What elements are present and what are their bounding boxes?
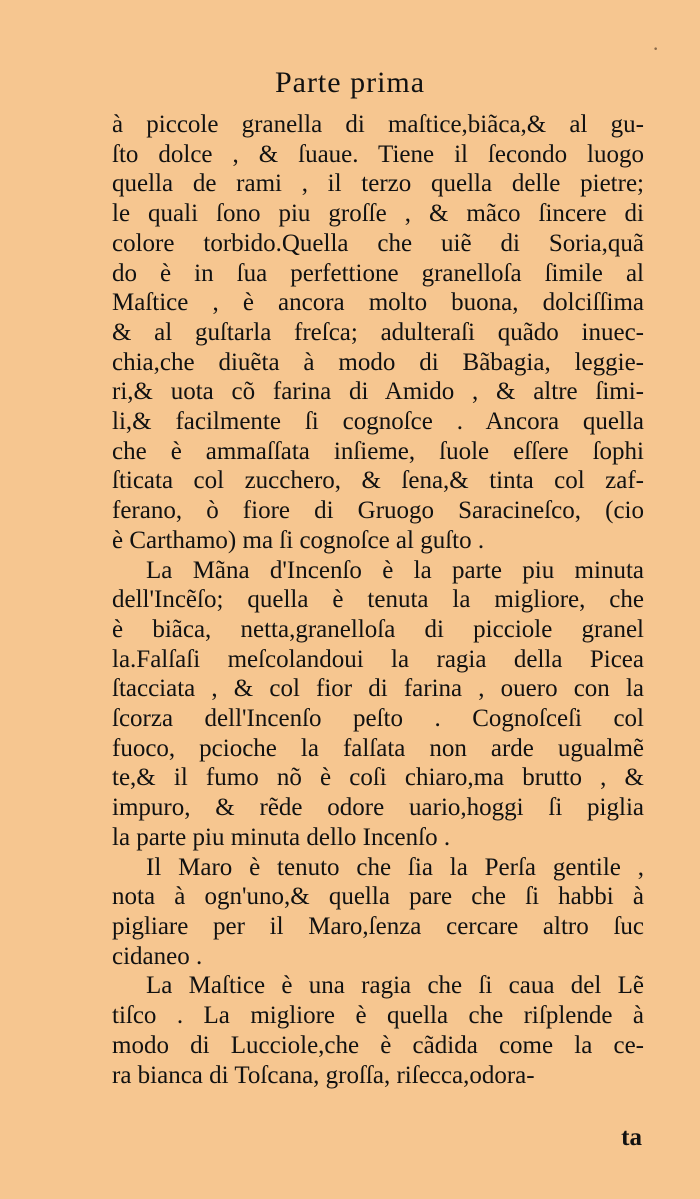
text-line: ſtacciata , & col fior di farina , ouero con la <box>112 675 644 703</box>
text-line: chia,che diuẽta à modo di Bãbagia, leggie- <box>112 348 644 376</box>
paragraph <box>112 556 644 853</box>
paragraph <box>112 971 644 1090</box>
body-text <box>112 110 644 1090</box>
text-line: fuoco, pcioche la falſata non arde ugualmẽ <box>112 734 644 762</box>
text-line: tiſco . La migliore è quella che riſplende à <box>112 1002 644 1030</box>
text-line: le quali ſono piu groſſe , & mãco ſincere di <box>112 200 644 228</box>
text-line: modo di Lucciole,che è cãdida come la ce- <box>112 1031 644 1059</box>
text-line: che è ammaſſata inſieme, ſuole eſſere ſophi <box>112 437 644 465</box>
text-line: è biãca, netta,granelloſa di picciole granel <box>112 615 644 643</box>
text-line: ſticata col zucchero, & ſena,& tinta col zaf- <box>112 467 644 495</box>
text-line: colore torbido.Quella che uiẽ di Soria,quã <box>112 229 644 257</box>
page-header: Parte prima <box>274 66 426 99</box>
text-line: à piccole granella di maſtice,biãca,& al gu- <box>112 111 644 138</box>
text-line: & al guſtarla freſca; adulteraſi quãdo inuec- <box>112 318 644 346</box>
margin-speck: · <box>652 36 660 61</box>
text-line: quella de rami , il terzo quella delle pietre; <box>112 170 644 198</box>
text-line: la parte piu minuta dello Incenſo . <box>112 823 451 851</box>
text-line: La Maſtice è una ragia che ſi caua del Lẽ <box>146 972 644 1000</box>
text-line: Il Maro è tenuto che ſia la Perſa gentile , <box>146 853 644 881</box>
text-line: do è in ſua perfettione granelloſa ſimile al <box>112 259 644 287</box>
text-line: ſto dolce , & ſuaue. Tiene il ſecondo luogo <box>112 140 644 168</box>
text-line: li,& facilmente ſi cognoſce . Ancora quella <box>112 408 644 436</box>
text-line: impuro, & rẽde odore uario,hoggi ſi piglia <box>112 794 644 822</box>
text-line: ſcorza dell'Incenſo peſto . Cognoſceſi col <box>112 705 644 733</box>
text-line: nota à ogn'uno,& quella pare che ſi habbi à <box>112 883 644 911</box>
text-line: la.Falſaſi meſcolandoui la ragia della Picea <box>112 645 644 673</box>
text-line: ferano, ò fiore di Gruogo Saracineſco, (cio <box>112 497 644 525</box>
text-line: La Mãna d'Incenſo è la parte piu minuta <box>146 556 644 584</box>
paragraph <box>112 853 644 972</box>
text-line: è Carthamo) ma ſi cognoſce al guſto . <box>112 526 485 554</box>
text-line: ri,& uota cõ farina di Amido , & altre ſimi- <box>112 378 644 406</box>
text-line: Maſtice , è ancora molto buona, dolciſſima <box>112 289 644 317</box>
text-line: cidaneo . <box>112 942 203 970</box>
text-line: pigliare per il Maro,ſenza cercare altro ſuc <box>112 912 644 940</box>
text-line: dell'Incẽſo; quella è tenuta la migliore, che <box>112 586 644 614</box>
paragraph <box>112 110 644 556</box>
text-line: ra bianca di Toſcana, groſſa, riſecca,odora- <box>112 1061 535 1089</box>
text-line: te,& il fumo nõ è coſi chiaro,ma brutto , & <box>112 764 644 792</box>
catchword: ta <box>621 1124 642 1151</box>
